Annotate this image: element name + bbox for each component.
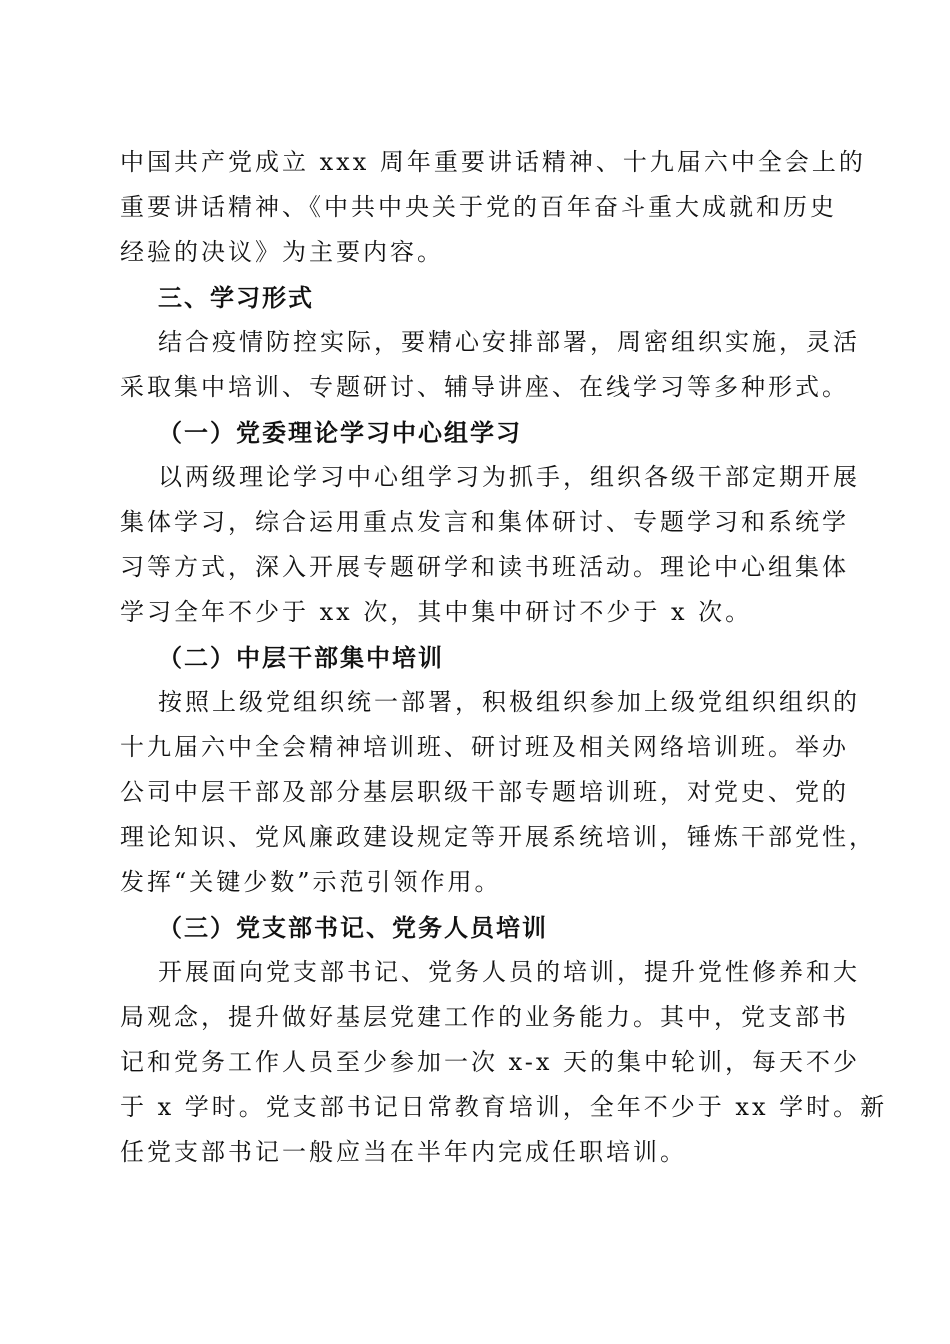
paragraph-line: 十九届六中全会精神培训班、研讨班及相关网络培训班。举办 <box>120 733 849 761</box>
paragraph-line: 以两级理论学习中心组学习为抓手，组织各级干部定期开展 <box>158 463 860 491</box>
paragraph-line: 经验的决议》为主要内容。 <box>120 238 444 266</box>
paragraph-line: 中国共产党成立 xxx 周年重要讲话精神、十九届六中全会上的 <box>120 148 866 176</box>
paragraph-line: 采取集中培训、专题研讨、辅导讲座、在线学习等多种形式。 <box>120 373 849 401</box>
paragraph-line: 局观念，提升做好基层党建工作的业务能力。其中，党支部书 <box>120 1003 849 1031</box>
subsection-heading: （二）中层干部集中培训 <box>158 643 444 672</box>
paragraph-line: 公司中层干部及部分基层职级干部专题培训班，对党史、党的 <box>120 778 849 806</box>
paragraph-line: 理论知识、党风廉政建设规定等开展系统培训，锤炼干部党性， <box>120 823 876 851</box>
paragraph-line: 按照上级党组织统一部署，积极组织参加上级党组织组织的 <box>158 688 860 716</box>
paragraph-line: 任党支部书记一般应当在半年内完成任职培训。 <box>120 1138 687 1166</box>
paragraph-line: 记和党务工作人员至少参加一次 x-x 天的集中轮训，每天不少 <box>120 1048 861 1076</box>
paragraph-line: 结合疫情防控实际，要精心安排部署，周密组织实施，灵活 <box>158 328 860 356</box>
paragraph-line: 集体学习，综合运用重点发言和集体研讨、专题学习和系统学 <box>120 508 849 536</box>
paragraph-line: 学习全年不少于 xx 次，其中集中研讨不少于 x 次。 <box>120 598 753 626</box>
subsection-heading: （三）党支部书记、党务人员培训 <box>158 913 548 942</box>
paragraph-line: 重要讲话精神、《中共中央关于党的百年奋斗重大成就和历史 <box>120 193 837 221</box>
subsection-heading: （一）党委理论学习中心组学习 <box>158 418 522 447</box>
paragraph-line: 开展面向党支部书记、党务人员的培训，提升党性修养和大 <box>158 958 860 986</box>
document-body <box>120 140 888 1175</box>
paragraph-line: 发挥“关键少数”示范引领作用。 <box>120 868 502 896</box>
paragraph-line: 于 x 学时。党支部书记日常教育培训，全年不少于 xx 学时。新 <box>120 1093 888 1121</box>
paragraph-line: 习等方式，深入开展专题研学和读书班活动。理论中心组集体 <box>120 553 849 581</box>
section-heading: 三、学习形式 <box>158 283 314 312</box>
